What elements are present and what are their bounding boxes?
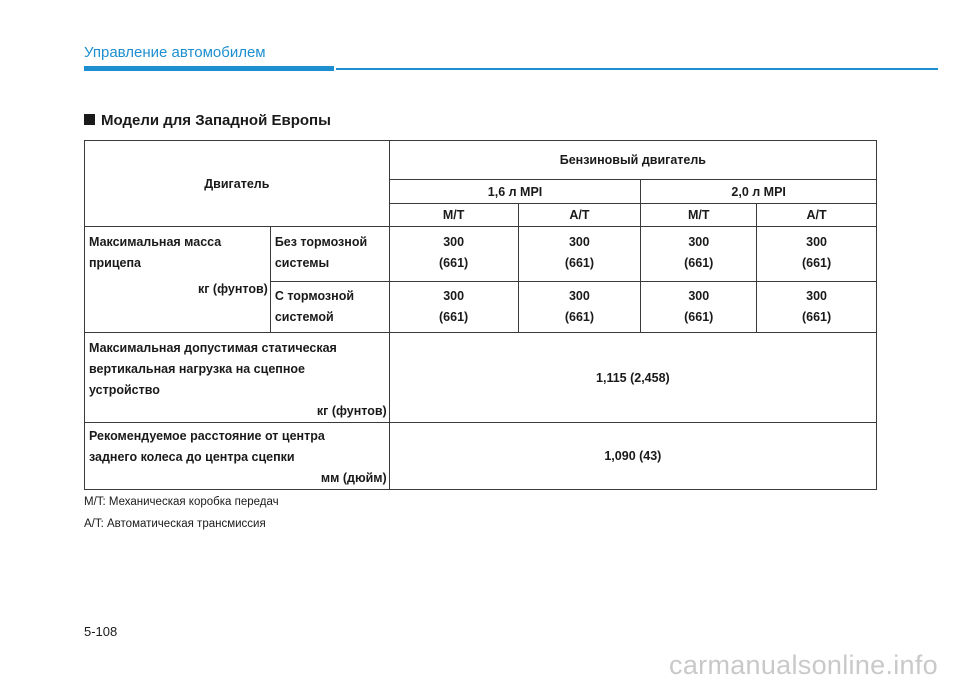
no-brake-value-3: 300 (661)	[641, 227, 757, 282]
with-brake-value-4: 300 (661)	[757, 282, 877, 333]
towing-spec-table	[84, 140, 877, 490]
watermark: carmanualsonline.info	[669, 650, 938, 680]
with-brake-value-2: 300 (661)	[518, 282, 641, 333]
vertical-load-label: Максимальная допустимая статическая вертикальная нагрузка на сцепное устройство кг (фунтов)	[85, 333, 390, 423]
no-brake-label: Без тормозной системы	[270, 227, 389, 282]
table-row	[85, 423, 877, 490]
no-brake-value-2: 300 (661)	[518, 227, 641, 282]
engine-1-6: 1,6 л MPI	[389, 180, 641, 204]
vertical-load-unit: кг (фунтов)	[316, 404, 387, 418]
trailer-mass-unit: кг (фунтов)	[198, 282, 268, 296]
no-brake-value-1: 300 (661)	[389, 227, 518, 282]
engine-2-0: 2,0 л MPI	[641, 180, 877, 204]
trailer-mass-label: Максимальная масса прицепа кг (фунтов)	[85, 227, 271, 333]
section-title-text: Модели для Западной Европы	[101, 112, 331, 129]
footnote-mt: M/T: Механическая коробка передач	[84, 496, 279, 508]
page-section-header: Управление автомобилем	[84, 44, 266, 61]
distance-value: 1,090 (43)	[389, 423, 876, 490]
fuel-type-header: Бензиновый двигатель	[389, 141, 876, 180]
footnote-at: A/T: Автоматическая трансмиссия	[84, 518, 266, 530]
distance-unit: мм (дюйм)	[320, 471, 387, 485]
section-title	[84, 112, 331, 129]
no-brake-value-4: 300 (661)	[757, 227, 877, 282]
gearbox-at-2: A/T	[757, 204, 877, 227]
header-accent-bar	[84, 66, 334, 71]
table-row	[85, 227, 877, 282]
vertical-load-value: 1,115 (2,458)	[389, 333, 876, 423]
with-brake-value-3: 300 (661)	[641, 282, 757, 333]
gearbox-mt-2: M/T	[641, 204, 757, 227]
with-brake-value-1: 300 (661)	[389, 282, 518, 333]
with-brake-label: С тормозной системой	[270, 282, 389, 333]
header-rule	[336, 68, 938, 70]
page-number: 5-108	[84, 624, 118, 639]
square-bullet-icon	[84, 114, 95, 125]
distance-label: Рекомендуемое расстояние от центра заднего колеса до центра сцепки мм (дюйм)	[85, 423, 390, 490]
table-header-row	[85, 141, 877, 180]
engine-header-cell: Двигатель	[85, 141, 390, 227]
gearbox-mt-1: M/T	[389, 204, 518, 227]
gearbox-at-1: A/T	[518, 204, 641, 227]
table-row	[85, 333, 877, 423]
